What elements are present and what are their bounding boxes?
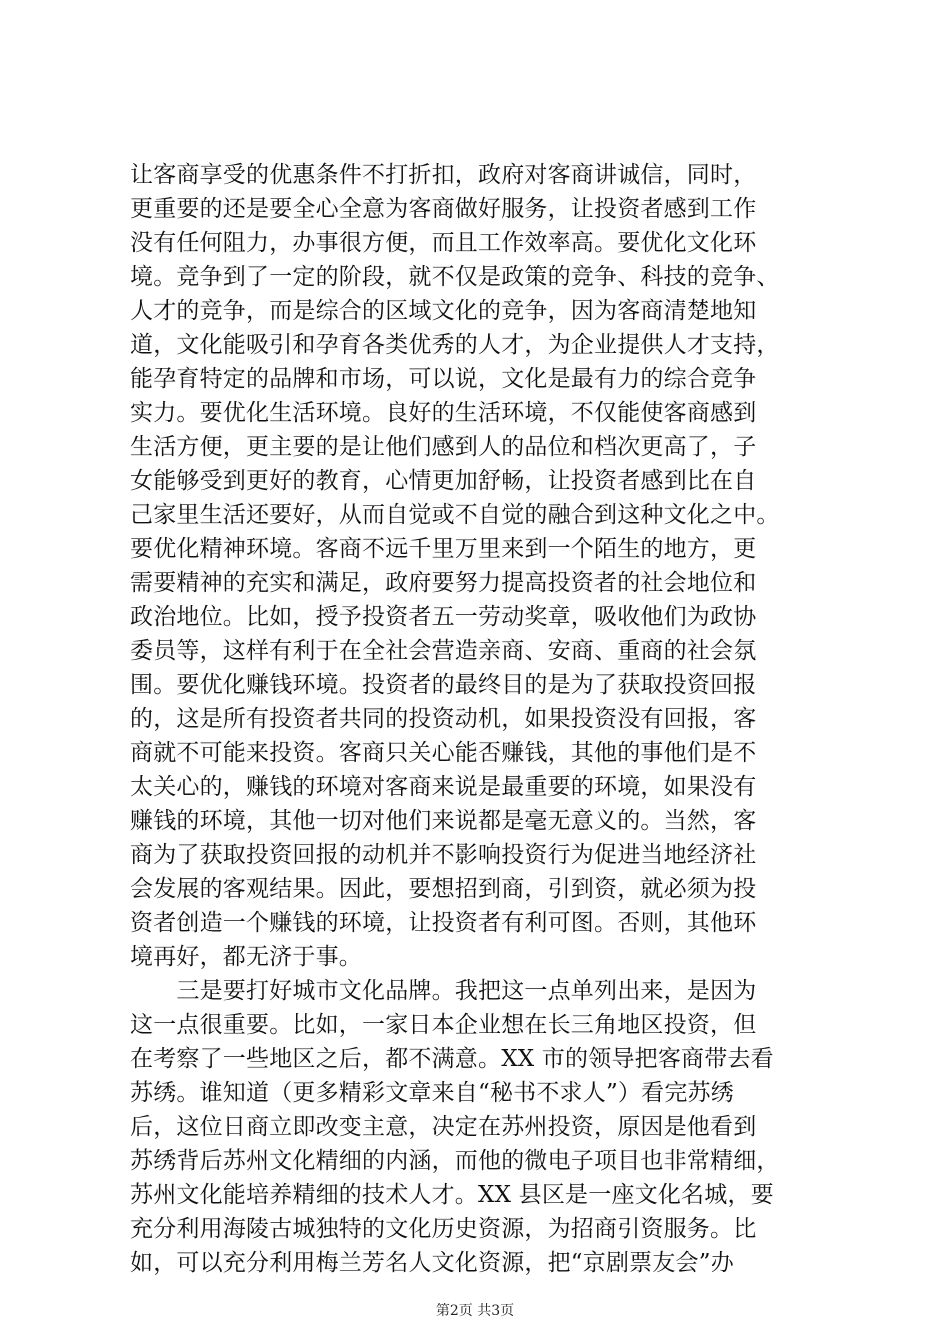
text-line: 己家里生活还要好，从而自觉或不自觉的融合到这种文化之中。 [130,502,780,528]
text-line: 实力。要优化生活环境。良好的生活环境，不仅能使客商感到 [130,400,757,426]
text-line: 没有任何阻力，办事很方便，而且工作效率高。要优化文化环 [130,230,757,256]
text-line: 委员等，这样有利于在全社会营造亲商、安商、重商的社会氛 [130,638,757,664]
text-line: 这一点很重要。比如，一家日本企业想在长三角地区投资，但 [130,1012,757,1038]
text-line: 商就不可能来投资。客商只关心能否赚钱，其他的事他们是不 [130,740,757,766]
page-footer: 第2页 共3页 [435,1303,515,1319]
text-line: 境再好，都无济于事。 [130,944,362,970]
text-line: 资者创造一个赚钱的环境，让投资者有利可图。否则，其他环 [130,910,757,936]
text-line: 在考察了一些地区之后，都不满意。XX 市的领导把客商带去看 [130,1046,774,1072]
text-line: 围。要优化赚钱环境。投资者的最终目的是为了获取投资回报 [130,672,757,698]
text-line: 赚钱的环境，其他一切对他们来说都是毫无意义的。当然，客 [130,808,757,834]
text-line: 要优化精神环境。客商不远千里万里来到一个陌生的地方，更 [130,536,757,562]
text-line: 更重要的还是要全心全意为客商做好服务，让投资者感到工作 [130,196,757,222]
text-line: 女能够受到更好的教育，心情更加舒畅，让投资者感到比在自 [130,468,757,494]
text-line: 道，文化能吸引和孕育各类优秀的人才，为企业提供人才支持， [130,332,780,358]
text-line: 太关心的，赚钱的环境对客商来说是最重要的环境，如果没有 [130,774,757,800]
document-body [130,158,830,1280]
text-line: 三是要打好城市文化品牌。我把这一点单列出来，是因为 [130,978,757,1004]
text-line: 让客商享受的优惠条件不打折扣，政府对客商讲诚信，同时， [130,162,757,188]
text-line: 苏绣。谁知道（更多精彩文章来自“秘书不求人”）看完苏绣 [130,1080,734,1106]
text-line: 能孕育特定的品牌和市场，可以说，文化是最有力的综合竞争 [130,366,757,392]
text-line: 会发展的客观结果。因此，要想招到商，引到资，就必须为投 [130,876,757,902]
text-line: 需要精神的充实和满足，政府要努力提高投资者的社会地位和 [130,570,757,596]
text-line: 苏州文化能培养精细的技术人才。XX 县区是一座文化名城，要 [130,1182,774,1208]
text-line: 如，可以充分利用梅兰芳名人文化资源，把“京剧票友会”办 [130,1250,734,1276]
text-line: 苏绣背后苏州文化精细的内涵，而他的微电子项目也非常精细， [130,1148,780,1174]
text-line: 的，这是所有投资者共同的投资动机，如果投资没有回报，客 [130,706,757,732]
text-line: 后，这位日商立即改变主意，决定在苏州投资，原因是他看到 [130,1114,757,1140]
text-line: 生活方便，更主要的是让他们感到人的品位和档次更高了，子 [130,434,757,460]
text-line: 充分利用海陵古城独特的文化历史资源，为招商引资服务。比 [130,1216,757,1242]
text-line: 境。竞争到了一定的阶段，就不仅是政策的竞争、科技的竞争、 [130,264,780,290]
text-line: 政治地位。比如，授予投资者五一劳动奖章，吸收他们为政协 [130,604,757,630]
text-line: 商为了获取投资回报的动机并不影响投资行为促进当地经济社 [130,842,757,868]
text-line: 人才的竞争，而是综合的区域文化的竞争，因为客商清楚地知 [130,298,757,324]
